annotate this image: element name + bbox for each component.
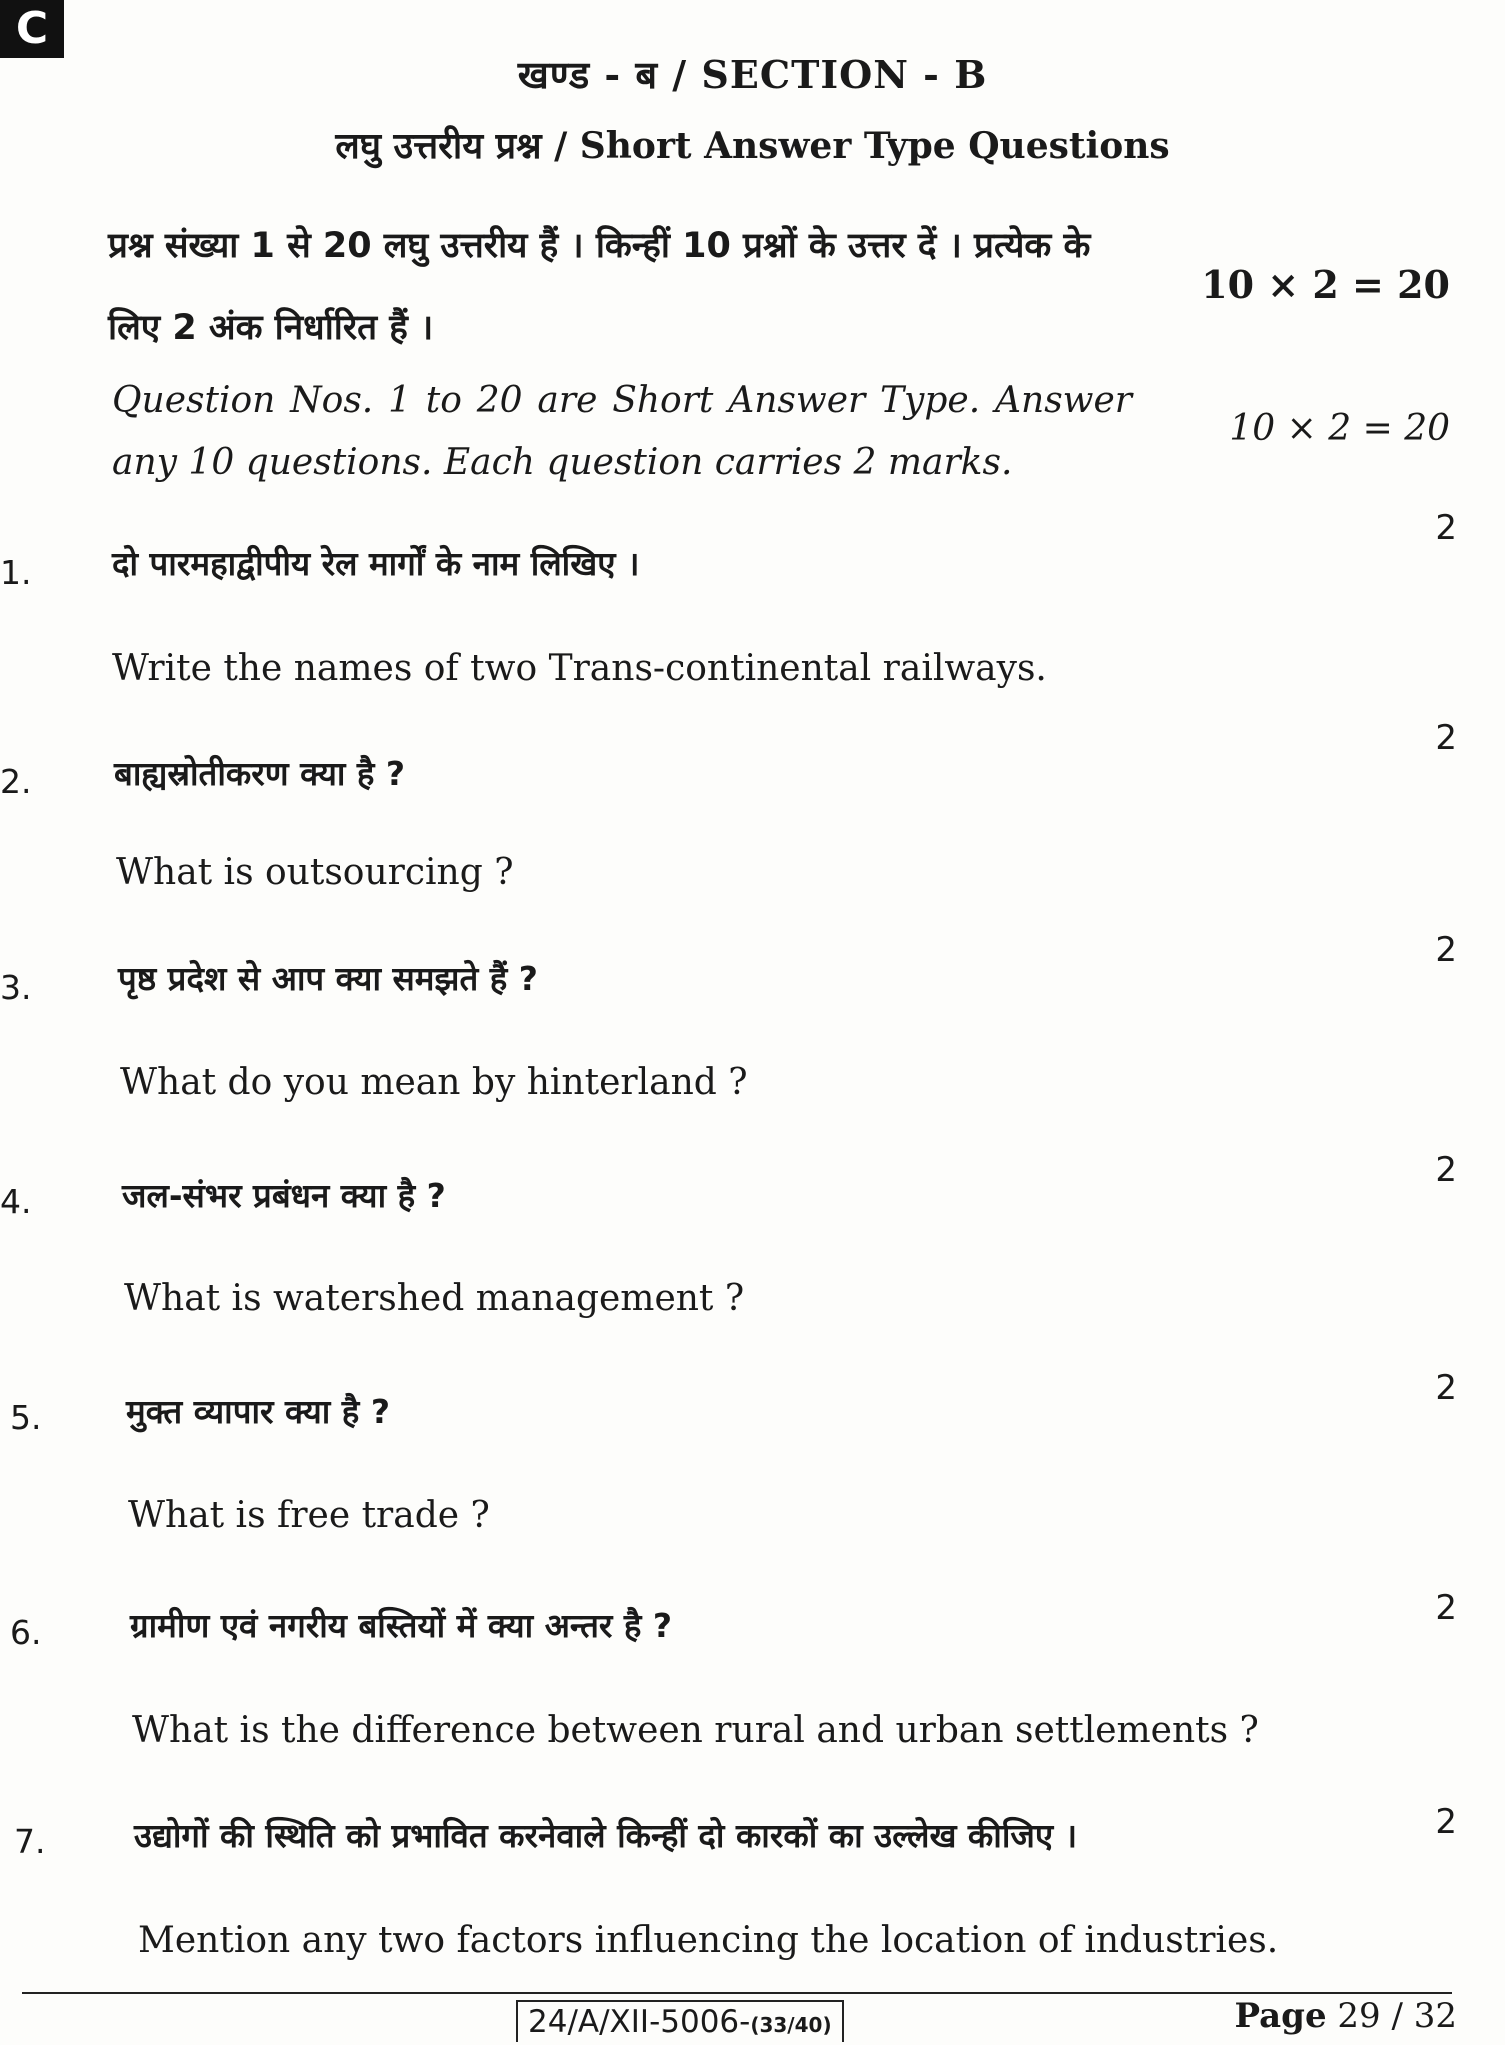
- question-marks: 2: [1435, 508, 1457, 548]
- question-text-hindi: पृष्ठ प्रदेश से आप क्या समझते हैं ?: [118, 959, 538, 998]
- question-marks: 2: [1435, 930, 1457, 970]
- question-marks: 2: [1435, 1150, 1457, 1190]
- paper-code: 24/A/XII-5006-: [528, 2004, 751, 2040]
- question-text-hindi: उद्योगों की स्थिति को प्रभावित करनेवाले किन्हीं दो कारकों का उल्लेख कीजिए ।: [134, 1816, 1078, 1855]
- question-text-hindi: जल-संभर प्रबंधन क्या है ?: [122, 1176, 446, 1215]
- question-number: 4.: [0, 1182, 32, 1221]
- question-number: 5.: [10, 1398, 42, 1437]
- footer-divider: [22, 1992, 1452, 1994]
- section-heading: खण्ड - ब / SECTION - B: [517, 52, 988, 97]
- question-text-hindi: मुक्त व्यापार क्या है ?: [126, 1392, 390, 1431]
- marks-formula-english: 10 × 2 = 20: [1229, 408, 1450, 449]
- question-text-hindi: बाह्यस्रोतीकरण क्या है ?: [114, 754, 406, 793]
- question-type-heading: लघु उत्तरीय प्रश्न / Short Answer Type Questions: [335, 125, 1170, 167]
- page-indicator: [1234, 1996, 1457, 2036]
- question-text-english: What is the difference between rural and urban settlements ?: [132, 1710, 1259, 1751]
- question-number: 3.: [0, 968, 32, 1007]
- question-text-english: What do you mean by hinterland ?: [120, 1062, 748, 1103]
- question-text-hindi: दो पारमहाद्वीपीय रेल मार्गों के नाम लिखिए ।: [112, 544, 640, 583]
- question-text-hindi: ग्रामीण एवं नगरीय बस्तियों में क्या अन्तर है ?: [130, 1606, 673, 1645]
- question-number: 6.: [10, 1613, 42, 1652]
- page-label: Page: [1234, 1996, 1327, 2036]
- paper-code-box: [516, 2000, 844, 2042]
- question-marks: 2: [1435, 1368, 1457, 1408]
- question-text-english: What is free trade ?: [128, 1495, 490, 1536]
- marks-formula-hindi: 10 × 2 = 20: [1201, 262, 1450, 307]
- question-text-english: Write the names of two Trans-continental railways.: [112, 648, 1047, 689]
- question-marks: 2: [1435, 1588, 1457, 1628]
- instructions-english: Question Nos. 1 to 20 are Short Answer Type. Answer any 10 questions. Each question carries 2 marks.: [112, 380, 1132, 483]
- paper-code-suffix: (33/40): [750, 2013, 832, 2037]
- question-text-english: What is outsourcing ?: [116, 852, 514, 893]
- section-c-badge: C: [0, 0, 64, 58]
- question-number: 7.: [14, 1822, 46, 1861]
- question-text-english: What is watershed management ?: [124, 1278, 745, 1319]
- instructions-hindi: प्रश्न संख्या 1 से 20 लघु उत्तरीय हैं । किन्हीं 10 प्रश्नों के उत्तर दें । प्रत्येक के लिए 2 अंक निर्धारित हैं ।: [108, 226, 1091, 348]
- question-number: 1.: [0, 553, 32, 592]
- question-marks: 2: [1435, 1802, 1457, 1842]
- page-number: 29 / 32: [1337, 1996, 1457, 2036]
- question-text-english: Mention any two factors influencing the location of industries.: [138, 1920, 1279, 1961]
- question-marks: 2: [1435, 718, 1457, 758]
- question-number: 2.: [0, 762, 32, 801]
